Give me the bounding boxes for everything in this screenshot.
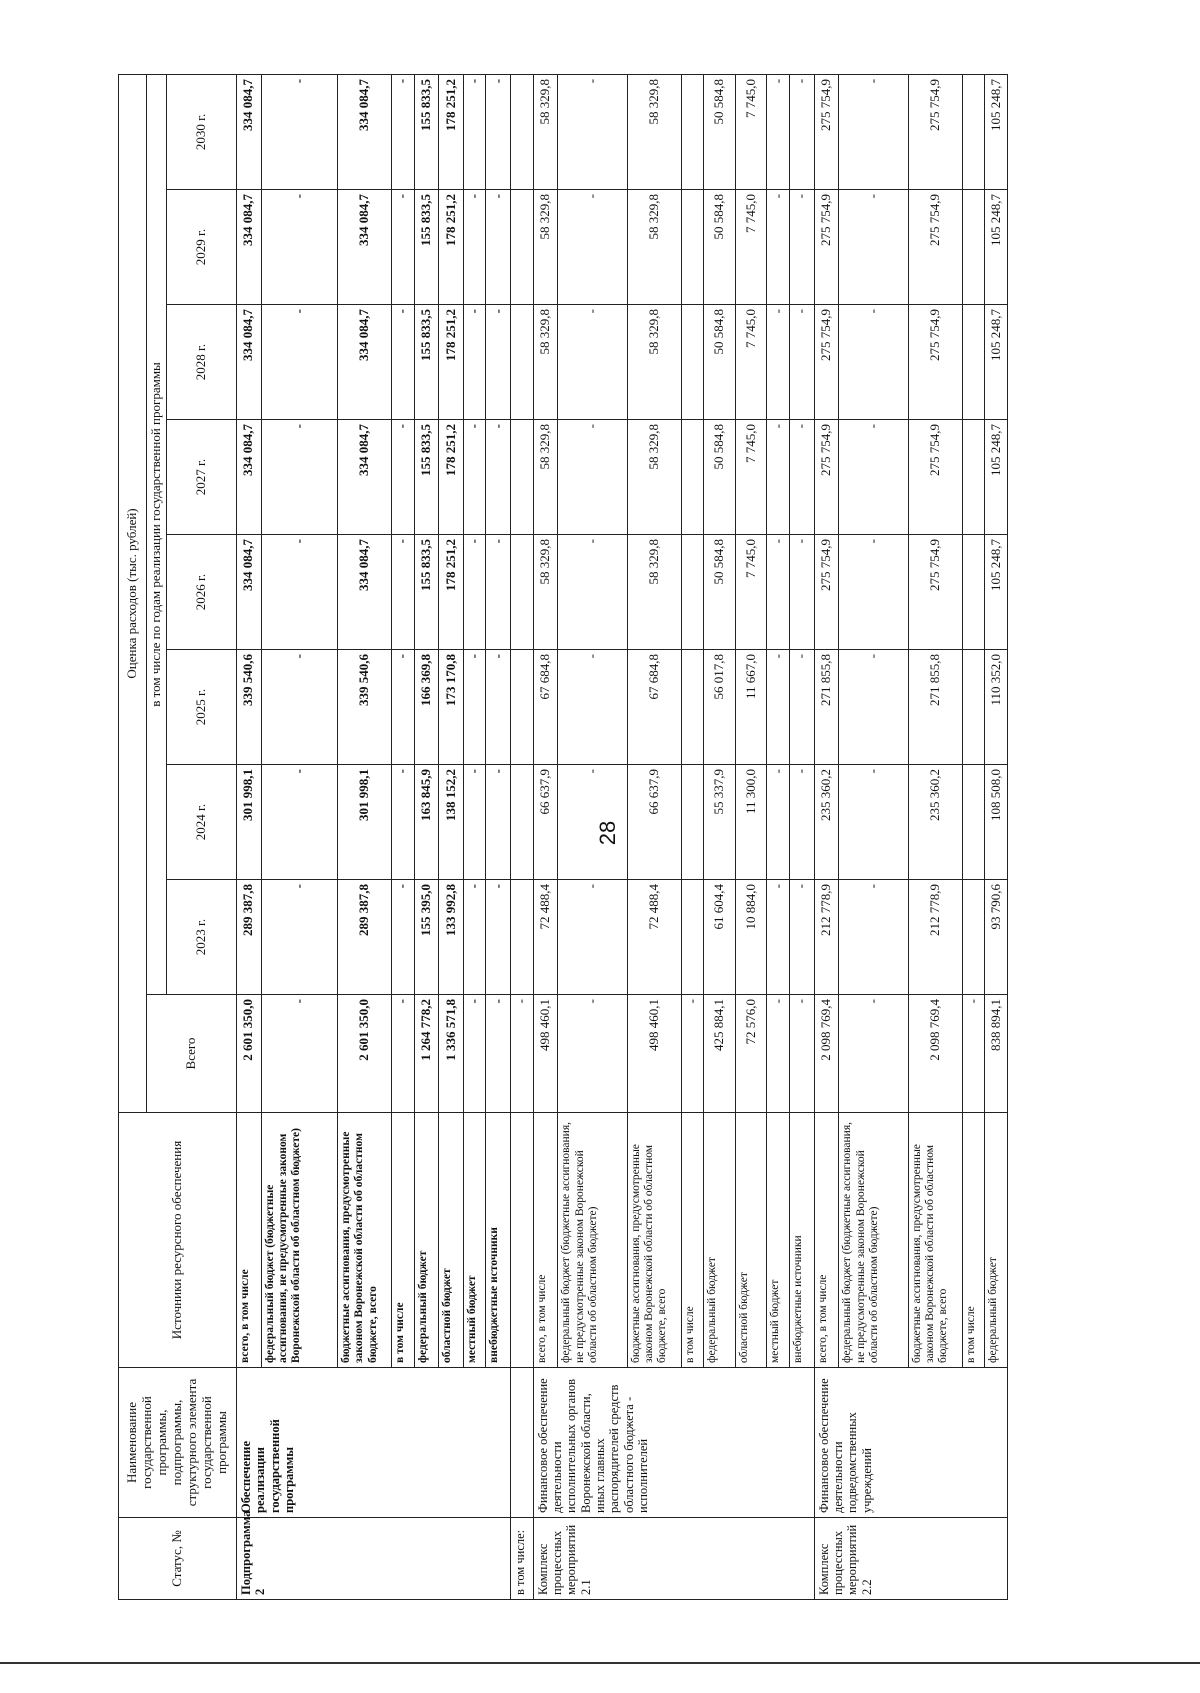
cell-year-value: - (464, 880, 486, 995)
cell-year-value (511, 650, 533, 765)
cell-status: Подпрограмма 2 (237, 1518, 511, 1600)
cell-year-value: - (767, 420, 789, 535)
cell-name: Финансовое обеспечение деятельности исполнительных органов Воронежской области, иных главных распорядителей средств областного бюджета - исполнителей (533, 1368, 814, 1518)
cell-year-value: 58 329,8 (628, 535, 682, 650)
cell-year-value: - (789, 880, 814, 995)
cell-year-value (963, 765, 985, 880)
cell-year-value: 178 251,2 (439, 305, 464, 420)
page-edge-line (0, 1662, 1200, 1664)
cell-year-value: 133 992,8 (439, 880, 464, 995)
cell-year-value (511, 535, 533, 650)
cell-name: Обеспечение реализации государственной программы (237, 1368, 511, 1518)
cell-year-value: 212 778,9 (814, 880, 839, 995)
cell-year-value: - (767, 765, 789, 880)
cell-year-value: - (392, 74, 414, 189)
cell-total: - (839, 995, 909, 1113)
cell-source: бюджетные ассигнования, предусмотренные законом Воронежской области об областном бюджете, всего (628, 1113, 682, 1368)
cell-year-value: 235 360,2 (909, 765, 963, 880)
cell-year-value: 7 745,0 (735, 74, 766, 189)
cell-year-value: - (464, 74, 486, 189)
cell-source: в том числе (963, 1113, 985, 1368)
cell-year-value: 173 170,8 (439, 650, 464, 765)
header-year: 2030 г. (167, 74, 237, 189)
cell-year-value: 271 855,8 (909, 650, 963, 765)
cell-year-value: - (261, 650, 337, 765)
rotated-table-container (118, 75, 1008, 1600)
cell-year-value: - (789, 535, 814, 650)
cell-year-value: - (558, 880, 628, 995)
cell-year-value: - (558, 765, 628, 880)
cell-total: 72 576,0 (735, 995, 766, 1113)
cell-year-value: 7 745,0 (735, 190, 766, 305)
cell-total: 425 884,1 (704, 995, 735, 1113)
cell-year-value: 212 778,9 (909, 880, 963, 995)
cell-year-value: 58 329,8 (533, 305, 558, 420)
cell-year-value (682, 650, 704, 765)
cell-year-value: 72 488,4 (533, 880, 558, 995)
cell-source: бюджетные ассигнования, предусмотренные законом Воронежской области об областном бюджете, всего (338, 1113, 392, 1368)
cell-year-value: 7 745,0 (735, 535, 766, 650)
cell-year-value: - (558, 650, 628, 765)
cell-total: 2 601 350,0 (338, 995, 392, 1113)
cell-year-value (963, 420, 985, 535)
cell-year-value: 275 754,9 (814, 535, 839, 650)
cell-year-value: 58 329,8 (533, 74, 558, 189)
cell-source (511, 1113, 533, 1368)
cell-year-value: - (789, 765, 814, 880)
cell-year-value: - (486, 765, 511, 880)
cell-year-value: 178 251,2 (439, 74, 464, 189)
cell-year-value (682, 74, 704, 189)
cell-year-value: 58 329,8 (628, 190, 682, 305)
cell-year-value: 11 667,0 (735, 650, 766, 765)
cell-year-value (511, 880, 533, 995)
cell-year-value: - (261, 420, 337, 535)
cell-year-value (511, 190, 533, 305)
cell-year-value: - (261, 535, 337, 650)
cell-year-value: 58 329,8 (533, 535, 558, 650)
header-year: 2026 г. (167, 535, 237, 650)
cell-year-value: 108 508,0 (985, 765, 1008, 880)
cell-source: федеральный бюджет (бюджетные ассигнования, не предусмотренные законом Воронежской области об областном бюджете) (261, 1113, 337, 1368)
cell-year-value: 178 251,2 (439, 420, 464, 535)
cell-year-value (682, 535, 704, 650)
header-status: Статус, № (119, 1518, 237, 1600)
cell-year-value: 50 584,8 (704, 420, 735, 535)
header-estimate: Оценка расходов (тыс. рублей) (119, 74, 147, 1112)
cell-year-value (963, 880, 985, 995)
header-year: 2023 г. (167, 880, 237, 995)
table-row (814, 74, 839, 1599)
cell-year-value: - (839, 765, 909, 880)
cell-total: 1 336 571,8 (439, 995, 464, 1113)
cell-year-value: - (486, 535, 511, 650)
cell-year-value: - (486, 650, 511, 765)
cell-year-value (963, 650, 985, 765)
cell-year-value: - (558, 420, 628, 535)
cell-year-value: 138 152,2 (439, 765, 464, 880)
cell-name: Финансовое обеспечение деятельности подведомственных учреждений (814, 1368, 1007, 1518)
cell-year-value: 334 084,7 (237, 74, 262, 189)
cell-year-value: - (261, 305, 337, 420)
cell-year-value (963, 535, 985, 650)
cell-year-value: - (767, 305, 789, 420)
cell-year-value: - (486, 305, 511, 420)
cell-total: - (511, 995, 533, 1113)
cell-year-value: - (789, 650, 814, 765)
cell-year-value: 67 684,8 (533, 650, 558, 765)
cell-total: 1 264 778,2 (414, 995, 439, 1113)
cell-year-value: 339 540,6 (338, 650, 392, 765)
cell-total: - (963, 995, 985, 1113)
cell-year-value: 105 248,7 (985, 190, 1008, 305)
cell-year-value: 50 584,8 (704, 305, 735, 420)
cell-year-value: 334 084,7 (237, 305, 262, 420)
cell-total: - (558, 995, 628, 1113)
cell-year-value: - (392, 650, 414, 765)
cell-year-value: - (464, 650, 486, 765)
cell-year-value: - (486, 880, 511, 995)
cell-year-value: 50 584,8 (704, 74, 735, 189)
cell-year-value: 10 884,0 (735, 880, 766, 995)
cell-year-value: - (261, 765, 337, 880)
cell-year-value (682, 305, 704, 420)
cell-year-value: 334 084,7 (237, 535, 262, 650)
cell-source: всего, в том числе (533, 1113, 558, 1368)
cell-year-value: - (486, 190, 511, 305)
cell-year-value: - (558, 535, 628, 650)
cell-source: всего, в том числе (237, 1113, 262, 1368)
page-number: 28 (595, 820, 621, 846)
cell-year-value: 11 300,0 (735, 765, 766, 880)
cell-year-value: 61 604,4 (704, 880, 735, 995)
cell-year-value: 166 369,8 (414, 650, 439, 765)
cell-year-value: 50 584,8 (704, 535, 735, 650)
cell-name (511, 1368, 533, 1518)
cell-year-value: - (839, 190, 909, 305)
cell-year-value: 58 329,8 (628, 420, 682, 535)
cell-year-value: 58 329,8 (533, 420, 558, 535)
cell-total: - (767, 995, 789, 1113)
cell-year-value: 155 833,5 (414, 305, 439, 420)
cell-year-value: 72 488,4 (628, 880, 682, 995)
cell-year-value: - (392, 880, 414, 995)
cell-year-value: 7 745,0 (735, 420, 766, 535)
cell-total: - (486, 995, 511, 1113)
cell-year-value: - (392, 765, 414, 880)
cell-year-value: 7 745,0 (735, 305, 766, 420)
cell-source: бюджетные ассигнования, предусмотренные законом Воронежской области об областном бюджете, всего (909, 1113, 963, 1368)
cell-year-value: 334 084,7 (237, 190, 262, 305)
header-year: 2024 г. (167, 765, 237, 880)
cell-source: федеральный бюджет (414, 1113, 439, 1368)
cell-year-value: 66 637,9 (628, 765, 682, 880)
cell-total: 838 894,1 (985, 995, 1008, 1113)
cell-year-value: - (464, 420, 486, 535)
cell-year-value (682, 880, 704, 995)
cell-year-value: - (558, 74, 628, 189)
cell-year-value: 301 998,1 (338, 765, 392, 880)
cell-year-value: - (839, 650, 909, 765)
cell-year-value: 339 540,6 (237, 650, 262, 765)
cell-status: Комплекс процессных мероприятий 2.1 (533, 1518, 814, 1600)
cell-year-value: - (789, 305, 814, 420)
header-year: 2025 г. (167, 650, 237, 765)
cell-year-value: 66 637,9 (533, 765, 558, 880)
cell-year-value: 93 790,6 (985, 880, 1008, 995)
cell-year-value: 334 084,7 (338, 420, 392, 535)
cell-year-value: 105 248,7 (985, 74, 1008, 189)
cell-year-value: - (839, 74, 909, 189)
cell-total: 498 460,1 (533, 995, 558, 1113)
cell-year-value: 275 754,9 (814, 305, 839, 420)
cell-year-value: 275 754,9 (814, 420, 839, 535)
cell-year-value (963, 305, 985, 420)
cell-year-value (511, 420, 533, 535)
cell-source: внебюджетные источники (486, 1113, 511, 1368)
cell-year-value (511, 305, 533, 420)
cell-year-value: - (558, 190, 628, 305)
cell-year-value: - (464, 535, 486, 650)
cell-year-value: - (767, 190, 789, 305)
cell-year-value: - (392, 190, 414, 305)
cell-year-value: 301 998,1 (237, 765, 262, 880)
cell-year-value: 275 754,9 (909, 305, 963, 420)
cell-year-value: 334 084,7 (237, 420, 262, 535)
cell-year-value: 50 584,8 (704, 190, 735, 305)
cell-year-value: 178 251,2 (439, 190, 464, 305)
cell-year-value: - (464, 765, 486, 880)
cell-source: федеральный бюджет (985, 1113, 1008, 1368)
table-body (237, 74, 1008, 1599)
cell-total: - (789, 995, 814, 1113)
cell-year-value (511, 74, 533, 189)
cell-year-value: - (392, 420, 414, 535)
cell-year-value: 289 387,8 (338, 880, 392, 995)
cell-source: областной бюджет (439, 1113, 464, 1368)
cell-year-value: - (392, 305, 414, 420)
cell-year-value (682, 420, 704, 535)
cell-year-value: 105 248,7 (985, 420, 1008, 535)
header-total: Всего (147, 995, 237, 1113)
cell-total: - (464, 995, 486, 1113)
cell-total: 498 460,1 (628, 995, 682, 1113)
header-by-years: в том числе по годам реализации государственной программы (147, 74, 167, 994)
cell-year-value: 289 387,8 (237, 880, 262, 995)
cell-year-value: - (464, 305, 486, 420)
cell-source: внебюджетные источники (789, 1113, 814, 1368)
cell-year-value: 275 754,9 (909, 535, 963, 650)
cell-year-value: 334 084,7 (338, 190, 392, 305)
cell-source: местный бюджет (767, 1113, 789, 1368)
cell-year-value: - (839, 420, 909, 535)
cell-year-value: 155 833,5 (414, 535, 439, 650)
header-year: 2027 г. (167, 420, 237, 535)
cell-year-value: 110 352,0 (985, 650, 1008, 765)
cell-total: 2 601 350,0 (237, 995, 262, 1113)
cell-year-value (963, 74, 985, 189)
cell-year-value: - (767, 535, 789, 650)
header-year: 2028 г. (167, 305, 237, 420)
cell-year-value: - (261, 880, 337, 995)
cell-source: в том числе (392, 1113, 414, 1368)
cell-year-value: 334 084,7 (338, 305, 392, 420)
cell-year-value: 275 754,9 (909, 74, 963, 189)
cell-year-value: - (767, 74, 789, 189)
cell-year-value: 58 329,8 (533, 190, 558, 305)
cell-source: всего, в том числе (814, 1113, 839, 1368)
cell-total: - (682, 995, 704, 1113)
cell-status: в том числе: (511, 1518, 533, 1600)
cell-year-value: - (789, 190, 814, 305)
cell-status: Комплекс процессных мероприятий 2.2 (814, 1518, 1007, 1600)
cell-source: федеральный бюджет (бюджетные ассигнования, не предусмотренные законом Воронежской области об областном бюджете) (839, 1113, 909, 1368)
cell-total: - (392, 995, 414, 1113)
table-header (119, 74, 237, 1599)
table-row (533, 74, 558, 1599)
cell-year-value: 105 248,7 (985, 535, 1008, 650)
table-row (511, 74, 533, 1599)
cell-year-value: 334 084,7 (338, 535, 392, 650)
cell-year-value: 58 329,8 (628, 74, 682, 189)
cell-year-value (682, 190, 704, 305)
cell-year-value: - (464, 190, 486, 305)
cell-year-value: - (558, 305, 628, 420)
cell-year-value: 275 754,9 (909, 190, 963, 305)
cell-year-value (511, 765, 533, 880)
header-year: 2029 г. (167, 190, 237, 305)
cell-year-value: 155 833,5 (414, 190, 439, 305)
cell-year-value: - (261, 74, 337, 189)
cell-source: федеральный бюджет (бюджетные ассигнования, не предусмотренные законом Воронежской области об областном бюджете) (558, 1113, 628, 1368)
cell-year-value: - (767, 650, 789, 765)
cell-total: 2 098 769,4 (814, 995, 839, 1113)
cell-source: в том числе (682, 1113, 704, 1368)
cell-year-value: - (839, 535, 909, 650)
cell-year-value: - (789, 420, 814, 535)
cell-year-value: - (767, 880, 789, 995)
cell-source: областной бюджет (735, 1113, 766, 1368)
cell-year-value: 155 833,5 (414, 420, 439, 535)
cell-year-value: 334 084,7 (338, 74, 392, 189)
cell-year-value: 275 754,9 (814, 190, 839, 305)
cell-year-value: 271 855,8 (814, 650, 839, 765)
header-sources: Источники ресурсного обеспечения (119, 1113, 237, 1368)
cell-year-value: 275 754,9 (909, 420, 963, 535)
cell-year-value: - (486, 74, 511, 189)
cell-year-value: - (839, 880, 909, 995)
cell-year-value: - (486, 420, 511, 535)
cell-year-value: 235 360,2 (814, 765, 839, 880)
table-row (237, 74, 262, 1599)
cell-total: 2 098 769,4 (909, 995, 963, 1113)
cell-year-value: 178 251,2 (439, 535, 464, 650)
cell-year-value: 163 845,9 (414, 765, 439, 880)
cell-year-value: - (839, 305, 909, 420)
cell-year-value: - (392, 535, 414, 650)
cell-year-value: 155 395,0 (414, 880, 439, 995)
cell-year-value: - (261, 190, 337, 305)
cell-year-value (963, 190, 985, 305)
header-name: Наименование государственной программы, подпрограммы, структурного элемента государственной программы (119, 1368, 237, 1518)
cell-year-value: 56 017,8 (704, 650, 735, 765)
cell-year-value (682, 765, 704, 880)
expenses-table (118, 74, 1008, 1600)
cell-year-value: 58 329,8 (628, 305, 682, 420)
cell-source: местный бюджет (464, 1113, 486, 1368)
cell-year-value: 155 833,5 (414, 74, 439, 189)
cell-year-value: 55 337,9 (704, 765, 735, 880)
cell-total: - (261, 995, 337, 1113)
cell-year-value: 275 754,9 (814, 74, 839, 189)
cell-source: федеральный бюджет (704, 1113, 735, 1368)
cell-year-value: - (789, 74, 814, 189)
cell-year-value: 67 684,8 (628, 650, 682, 765)
cell-year-value: 105 248,7 (985, 305, 1008, 420)
